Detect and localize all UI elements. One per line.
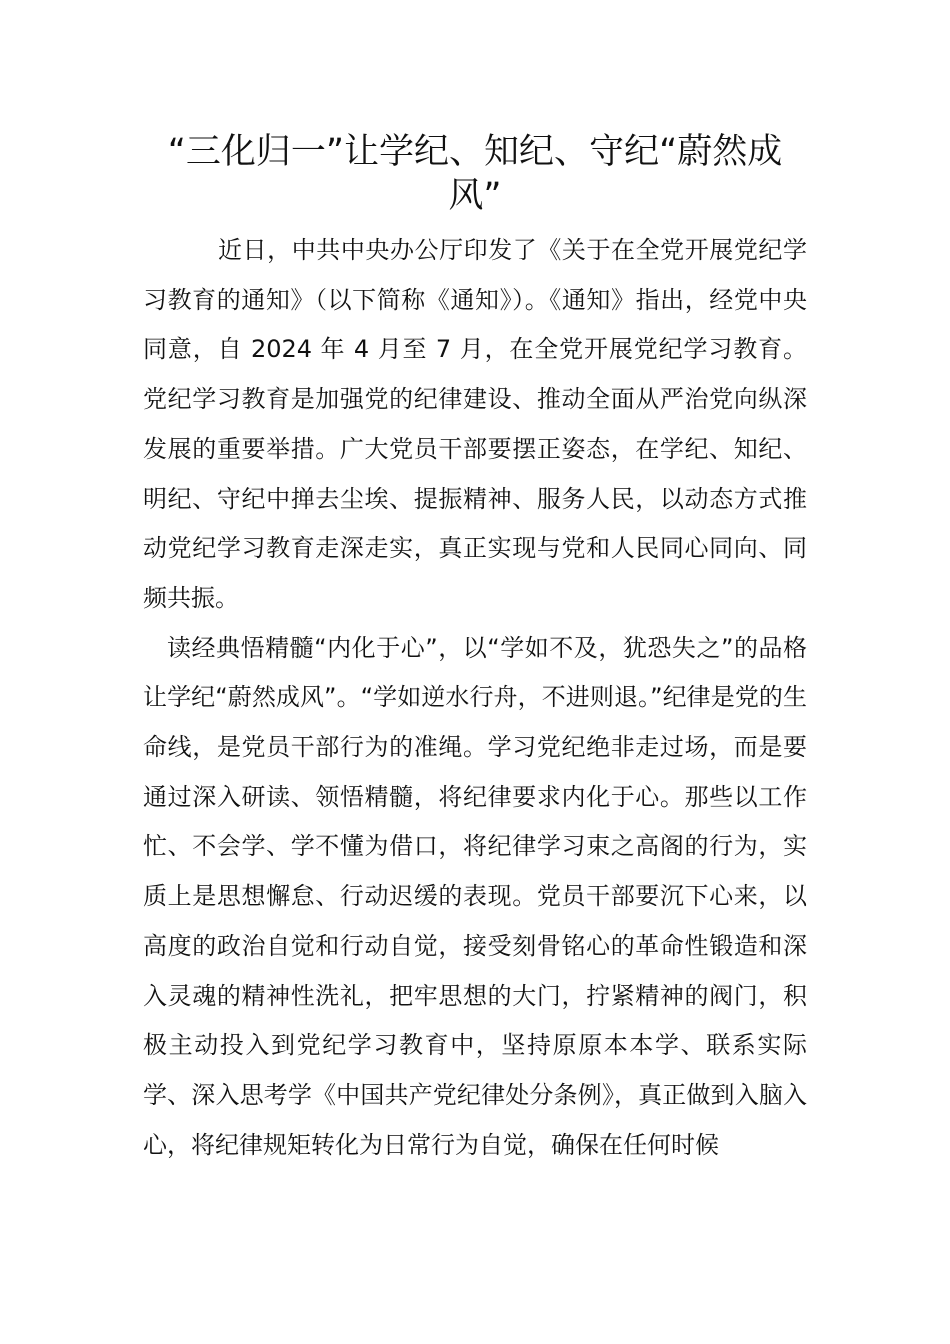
paragraph-study-classics: 读经典悟精髓“内化于心”，以“学如不及，犹恐失之”的品格让学纪“蔚然成风”。“学如逆水行舟，不进则退。”纪律是党的生命线，是党员干部行为的准绳。学习党纪绝非走过场，而是要通过深入研读、领悟精髓，将纪律要求内化于心。那些以工作忙、不会学、学不懂为借口，将纪律学习束之高阁的行为，实质上是思想懈怠、行动迟缓的表现。党员干部要沉下心来，以高度的政治自觉和行动自觉，接受刻骨铭心的革命性锻造和深入灵魂的精神性洗礼，把牢思想的大门，拧紧精神的阀门，积极主动投入到党纪学习教育中，坚持原原本本学、联系实际学、深入思考学《中国共产党纪律处分条例》，真正做到入脑入心，将纪律规矩转化为日常行为自觉，确保在任何时候	[143, 633, 807, 1159]
document-body	[143, 226, 807, 1170]
paragraph-intro: 近日，中共中央办公厅印发了《关于在全党开展党纪学习教育的通知》（以下简称《通知》）。《通知》指出，经党中央同意，自 2024 年 4 月至 7 月，在全党开展党纪学习教育。党纪学习教育是加强党的纪律建设、推动全面从严治党向纵深发展的重要举措。广大党员干部要摆正姿态，在学纪、知纪、明纪、守纪中掸去尘埃、提振精神、服务人民，以动态方式推动党纪学习教育走深走实，真正实现与党和人民同心同向、同频共振。	[143, 236, 807, 612]
document-title: “三化归一”让学纪、知纪、守纪“蔚然成风”	[167, 132, 783, 216]
